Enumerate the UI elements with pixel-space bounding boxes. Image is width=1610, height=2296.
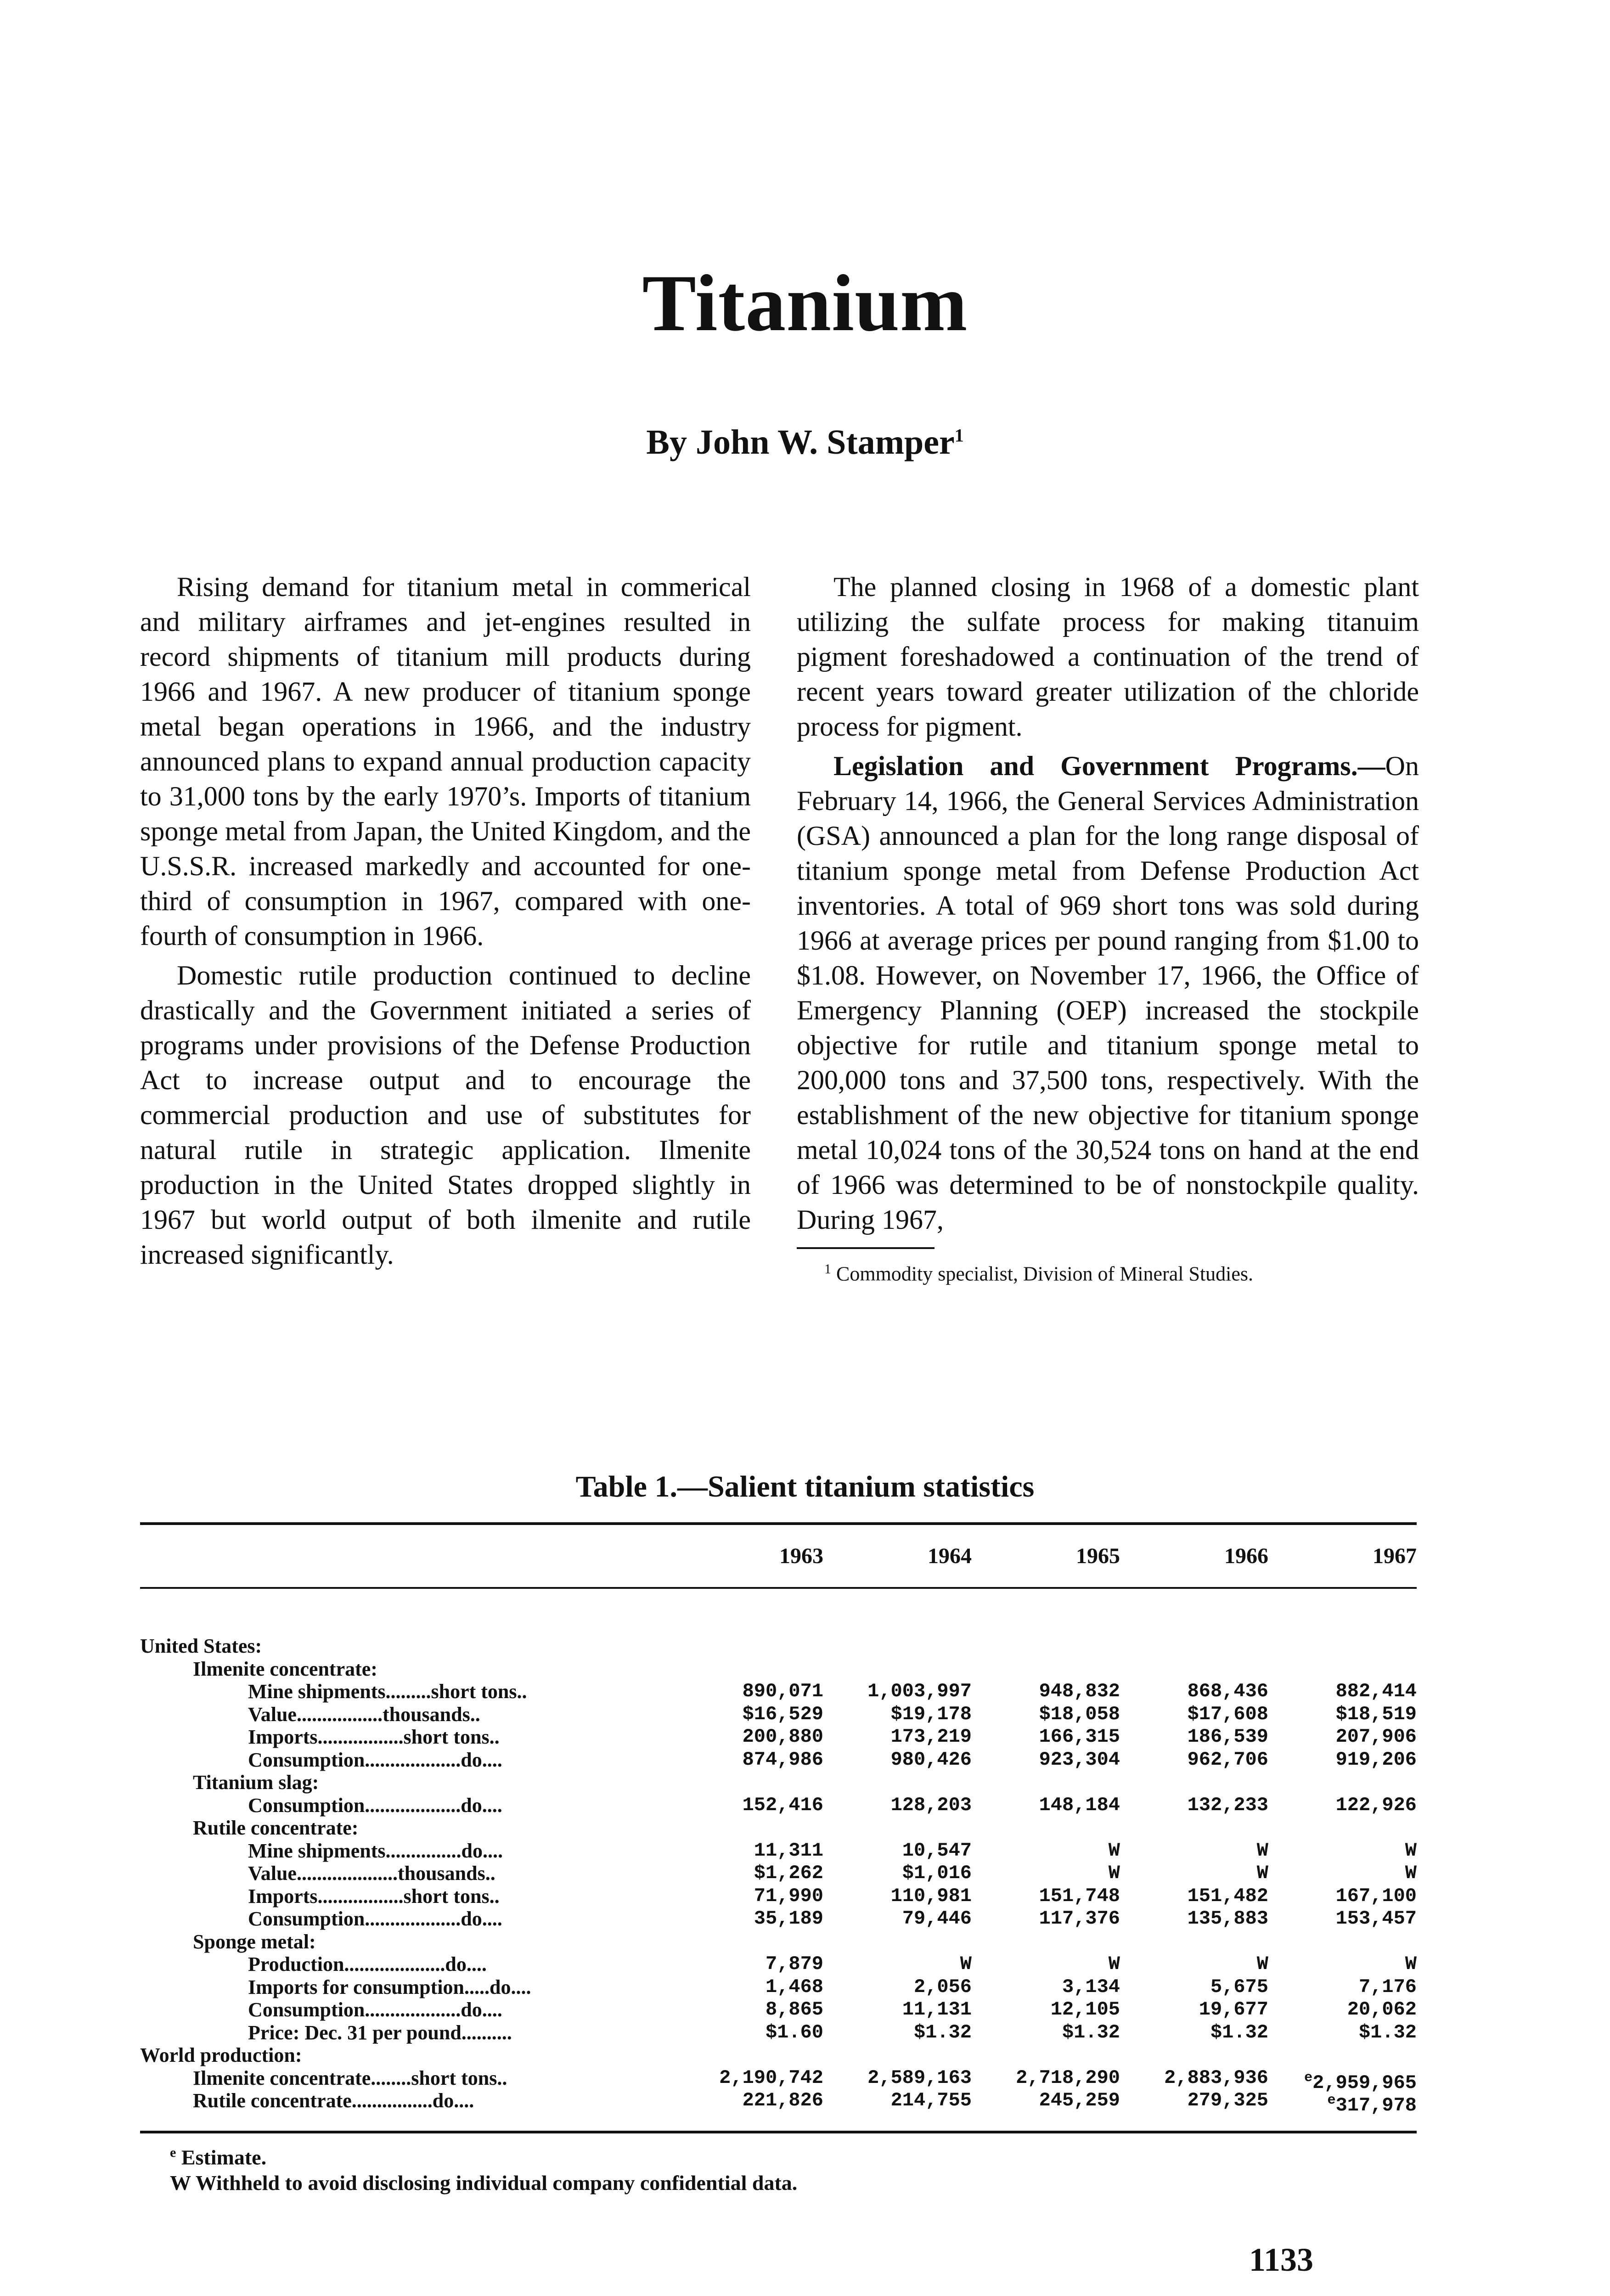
table-cell: 135,883 (1187, 1908, 1268, 1930)
table-cell: 245,259 (1039, 2089, 1120, 2111)
table-cell: 868,436 (1187, 1680, 1268, 1702)
legislation-text: On February 14, 1966, the General Services Administration (GSA) announced a plan for the long range disposal of titanium sponge metal from Defense Production Act inventories. A total of 969 short tons was sold during 1966 at average prices per pound ranging from $1.00 to $1.08. However, on November 17, 1966, the Office of Emergency Planning (OEP) increased the stockpile objective for rutile and titanium sponge metal to 200,000 tons and 37,500 tons, respectively. With the establishment of the new objective for titanium sponge metal 10,024 tons of the 30,524 tons on hand at the end of 1966 was determined to be of nonstockpile quality. During 1967, (797, 751, 1419, 1235)
table-cell: 279,325 (1187, 2089, 1268, 2111)
legislation-paragraph (797, 748, 1419, 1237)
year-header: 1967 (1373, 1544, 1417, 1568)
row-label: Sponge metal: (193, 1930, 316, 1953)
table-row (140, 1771, 1417, 1794)
row-label: Imports.................short tons.. (248, 1885, 500, 1908)
table-cell: W (960, 1953, 972, 1975)
table-cell (675, 1771, 823, 1794)
table-cell: 980,426 (890, 1748, 972, 1771)
page-number: 1133 (1249, 2241, 1314, 2278)
table-cell: 874,986 (742, 1748, 823, 1771)
table-row (140, 1817, 1417, 1840)
table-cell: 186,539 (1187, 1726, 1268, 1748)
cell-value: 317,978 (1335, 2094, 1417, 2116)
table-cell (823, 2044, 972, 2067)
row-label: Consumption...................do.... (248, 1998, 502, 2021)
table-cell (972, 1771, 1120, 1794)
table-row (140, 1635, 1417, 1658)
row-label: World production: (140, 2044, 302, 2066)
row-label: Value....................thousands.. (248, 1862, 495, 1885)
table-cell (675, 1817, 823, 1840)
table-cell (1120, 1771, 1268, 1794)
table-row (140, 2089, 1417, 2116)
table-cell (1120, 1930, 1268, 1953)
table-cell: W (1405, 1953, 1417, 1975)
table-cell: 923,304 (1039, 1748, 1120, 1771)
footnote-mark: 1 (824, 1261, 831, 1277)
author-footnote (797, 1257, 1419, 1286)
cell-value: 2,959,965 (1312, 2071, 1417, 2094)
table-cell: 19,677 (1199, 1998, 1268, 2020)
table-cell: W (1256, 1839, 1268, 1862)
table-row (140, 2066, 1417, 2094)
table-cell: $17,608 (1187, 1703, 1268, 1725)
table-cell (1120, 1635, 1268, 1658)
row-label: Mine shipments.........short tons.. (248, 1680, 527, 1703)
table-cell: 122,926 (1335, 1794, 1417, 1816)
table-cell: 200,880 (742, 1726, 823, 1748)
footnote-text: Commodity specialist, Division of Mineral Studies. (836, 1262, 1254, 1285)
table-cell (1268, 2044, 1417, 2067)
table-cell: $1.32 (1358, 2021, 1417, 2043)
table-cell: 3,134 (1062, 1975, 1120, 1998)
table-cell (972, 2044, 1120, 2067)
table-cell (1268, 2089, 1417, 2116)
row-label: Consumption...................do.... (248, 1748, 502, 1771)
table-cell: $18,058 (1039, 1703, 1120, 1725)
author-name: By John W. Stamper (646, 423, 955, 461)
table-cell: 214,755 (890, 2089, 972, 2111)
year-header: 1965 (1076, 1544, 1120, 1568)
table-cell (1120, 1658, 1268, 1681)
table-cell (1268, 1771, 1417, 1794)
table-cell: 890,071 (742, 1680, 823, 1702)
table-cell (1120, 2044, 1268, 2067)
table-row (140, 1885, 1417, 1908)
row-label: Titanium slag: (193, 1771, 319, 1794)
table-cell (1268, 1817, 1417, 1840)
table-row (140, 1680, 1417, 1703)
table-cell: 2,718,290 (1016, 2066, 1120, 2089)
table-bottom-rule (140, 2131, 1417, 2133)
table-cell: 919,206 (1335, 1748, 1417, 1771)
estimate-mark: e (1327, 2093, 1336, 2108)
table-cell: 132,233 (1187, 1794, 1268, 1816)
row-label: Imports for consumption.....do.... (248, 1975, 531, 1998)
table-cell: 151,482 (1187, 1885, 1268, 1907)
table-cell (1268, 1635, 1417, 1658)
table-cell: 79,446 (902, 1908, 972, 1930)
row-label: United States: (140, 1635, 262, 1657)
table-cell: 1,468 (765, 1975, 823, 1998)
table-cell (972, 1658, 1120, 1681)
table-cell: W (1108, 1953, 1120, 1975)
table-row (140, 1794, 1417, 1817)
table-cell: W (1108, 1862, 1120, 1884)
table-cell: 207,906 (1335, 1726, 1417, 1748)
table-cell: 12,105 (1050, 1998, 1120, 2020)
table-cell: 152,416 (742, 1794, 823, 1816)
table-cell: $19,178 (890, 1703, 972, 1725)
table-cell (675, 1930, 823, 1953)
estimate-note (170, 2140, 797, 2170)
table-cell: 1,003,997 (867, 1680, 972, 1702)
table-cell (823, 1635, 972, 1658)
table-cell: 128,203 (890, 1794, 972, 1816)
table-cell (823, 1817, 972, 1840)
footnote-reference: 1 (954, 425, 964, 446)
table-cell: 71,990 (754, 1885, 823, 1907)
year-header: 1963 (779, 1544, 823, 1568)
table-cell: 7,879 (765, 1953, 823, 1975)
table-cell: $1.32 (1062, 2021, 1120, 2043)
table-cell (972, 1930, 1120, 1953)
salient-statistics-table (140, 1522, 1417, 2133)
table-cell: 20,062 (1347, 1998, 1417, 2020)
table-row (140, 1908, 1417, 1930)
table-cell: 166,315 (1039, 1726, 1120, 1748)
estimate-note-text: Estimate. (181, 2145, 267, 2169)
table-cell: W (1256, 1862, 1268, 1884)
table-cell: W (1256, 1953, 1268, 1975)
pigment-paragraph: The planned closing in 1968 of a domestic plant utilizing the sulfate process for making titanuim pigment foreshadowed a continuation of the trend of recent years toward greater utilization of the chloride process for pigment. (797, 572, 1419, 742)
table-cell: 167,100 (1335, 1885, 1417, 1907)
left-column (140, 569, 751, 1272)
table-notes (170, 2140, 797, 2196)
table-row (140, 1930, 1417, 1953)
table-row (140, 2021, 1417, 2044)
table-cell: 35,189 (754, 1908, 823, 1930)
table-cell: $1.32 (913, 2021, 972, 2043)
footnote-divider (797, 1247, 934, 1249)
intro-paragraph: Rising demand for titanium metal in commerical and military airframes and jet-engines resulted in record shipments of titanium mill products during 1966 and 1967. A new producer of titanium sponge metal began operations in 1966, and the industry announced plans to expand annual production capacity to 31,000 tons by the early 1970’s. Imports of titanium sponge metal from Japan, the United Kingdom, and the U.S.S.R. increased markedly and accounted for one-third of consumption in 1967, compared with one-fourth of consumption in 1966. (140, 572, 751, 951)
table-cell: $1.60 (765, 2021, 823, 2043)
table-cell: 10,547 (902, 1839, 972, 1862)
table-cell (972, 1817, 1120, 1840)
table-cell: 151,748 (1039, 1885, 1120, 1907)
table-row (140, 1976, 1417, 1999)
table-row (140, 2044, 1417, 2067)
row-label: Rutile concentrate: (193, 1817, 359, 1839)
table-cell: 962,706 (1187, 1748, 1268, 1771)
estimate-mark: e (1304, 2070, 1313, 2086)
table-cell: 153,457 (1335, 1908, 1417, 1930)
table-cell: 882,414 (1335, 1680, 1417, 1702)
withheld-note-text: Withheld to avoid disclosing individual company confidential data. (195, 2171, 798, 2195)
right-column (797, 569, 1419, 1286)
table-header-row (140, 1525, 1417, 1587)
table-cell: 2,883,936 (1164, 2066, 1268, 2089)
table-body (140, 1589, 1417, 2131)
table-cell: 11,131 (902, 1998, 972, 2020)
table-cell (1268, 1658, 1417, 1681)
row-label: Ilmenite concentrate: (193, 1657, 377, 1680)
table-row (140, 1953, 1417, 1976)
table-row (140, 1998, 1417, 2021)
table-cell: $1.32 (1210, 2021, 1268, 2043)
table-cell: $16,529 (742, 1703, 823, 1725)
row-label: Imports.................short tons.. (248, 1726, 500, 1748)
table-cell (675, 1658, 823, 1681)
table-cell (823, 1658, 972, 1681)
table-row (140, 1749, 1417, 1772)
table-cell: $1,262 (754, 1862, 823, 1884)
table-row (140, 1703, 1417, 1726)
table-cell (675, 2044, 823, 2067)
table-cell: 117,376 (1039, 1908, 1120, 1930)
section-run-in-head: Legislation and Government Programs.— (833, 751, 1385, 781)
table-cell: $1,016 (902, 1862, 972, 1884)
table-cell: 221,826 (742, 2089, 823, 2111)
table-cell: 11,311 (754, 1839, 823, 1862)
table-cell: 110,981 (890, 1885, 972, 1907)
table-cell: W (1108, 1839, 1120, 1862)
table-cell (675, 1635, 823, 1658)
table-cell: 948,832 (1039, 1680, 1120, 1702)
row-label: Ilmenite concentrate........short tons.. (193, 2066, 507, 2089)
table-cell (972, 1635, 1120, 1658)
table-cell: W (1405, 1862, 1417, 1884)
table-cell: 148,184 (1039, 1794, 1120, 1816)
table-cell: $18,519 (1335, 1703, 1417, 1725)
table-row (140, 1862, 1417, 1885)
table-row (140, 1658, 1417, 1681)
table-cell: 5,675 (1210, 1975, 1268, 1998)
withheld-mark: W (170, 2171, 191, 2195)
table-cell (823, 1930, 972, 1953)
row-label: Production....................do.... (248, 1953, 487, 1975)
row-label: Value.................thousands.. (248, 1703, 480, 1726)
year-header: 1964 (928, 1544, 972, 1568)
rutile-paragraph: Domestic rutile production continued to decline drastically and the Government initiated a series of programs under provisions of the Defense Production Act to increase output and to encourage the commercial production and use of substitutes for natural rutile in strategic application. Ilmenite production in the United States dropped slightly in 1967 but world output of both ilmenite and rutile increased significantly. (140, 960, 751, 1270)
table-row (140, 1726, 1417, 1749)
table-cell (1268, 2067, 1417, 2094)
table-caption: Table 1.—Salient titanium statistics (575, 1470, 1035, 1503)
table-cell: 2,589,163 (867, 2066, 972, 2089)
row-label: Mine shipments...............do.... (248, 1839, 503, 1862)
table-row (140, 1840, 1417, 1863)
byline (0, 422, 1610, 462)
row-label: Consumption...................do.... (248, 1908, 502, 1930)
article-title: Titanium (642, 259, 968, 348)
row-label: Consumption...................do.... (248, 1794, 502, 1817)
table-cell: 2,190,742 (719, 2066, 823, 2089)
withheld-note (170, 2170, 797, 2196)
table-cell: 2,056 (913, 1975, 972, 1998)
table-cell: W (1405, 1839, 1417, 1862)
table-cell (1268, 1930, 1417, 1953)
row-label: Price: Dec. 31 per pound.......... (248, 2021, 512, 2044)
table-cell: 8,865 (765, 1998, 823, 2020)
table-cell: 173,219 (890, 1726, 972, 1748)
table-cell (1120, 1817, 1268, 1840)
year-header: 1966 (1224, 1544, 1268, 1568)
row-label: Rutile concentrate................do.... (193, 2089, 474, 2112)
table-cell (823, 1771, 972, 1794)
estimate-mark: e (170, 2145, 176, 2160)
table-cell: 7,176 (1358, 1975, 1417, 1998)
